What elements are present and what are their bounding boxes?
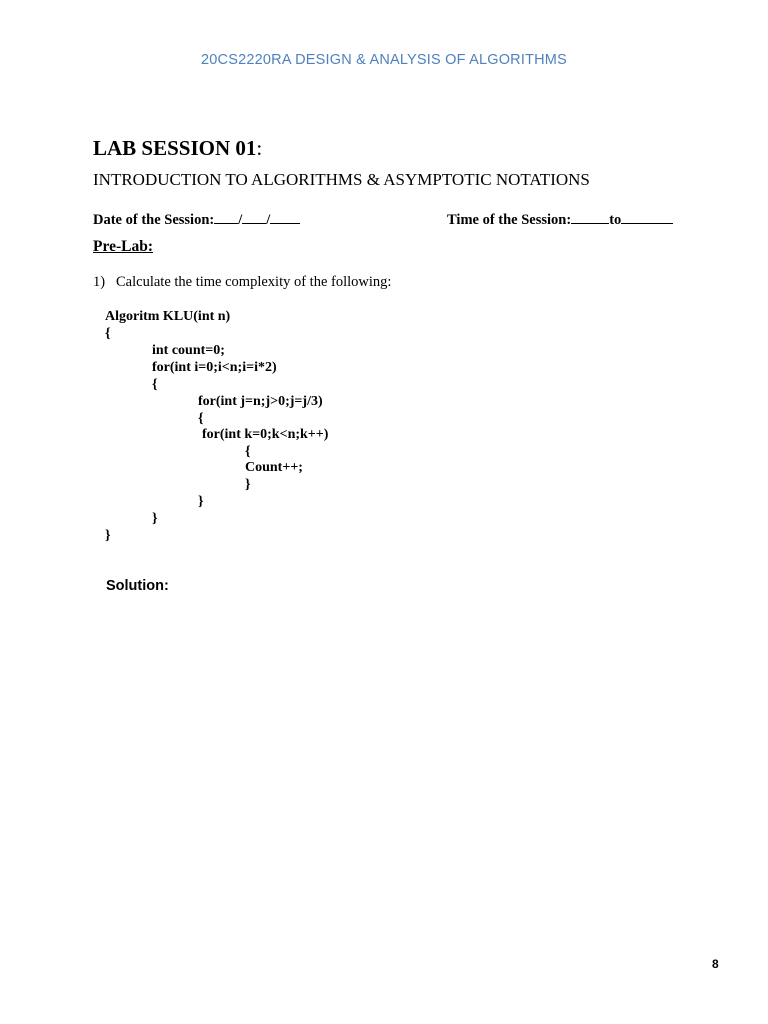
session-date-line [93, 209, 300, 229]
code-line: { [198, 411, 204, 426]
code-line: } [105, 528, 111, 543]
time-start-blank [571, 209, 609, 224]
solution-label: Solution: [106, 578, 169, 594]
date-year-blank [270, 209, 300, 224]
date-label: Date of the Session: [93, 212, 215, 228]
date-separator-2: / [266, 212, 271, 228]
date-separator-1: / [238, 212, 243, 228]
code-line: { [245, 444, 251, 459]
date-day-blank [214, 209, 238, 224]
code-line: for(int j=n;j>0;j=j/3) [198, 394, 323, 409]
prelab-heading: Pre-Lab: [93, 238, 153, 255]
lab-title: LAB SESSION 01 [93, 136, 257, 160]
code-line: Count++; [245, 460, 303, 475]
time-to: to [609, 212, 622, 228]
lab-title-colon: : [256, 136, 263, 160]
question-number: 1) [93, 274, 106, 290]
lab-title-block [93, 136, 262, 161]
code-line: for(int i=0;i<n;i=i*2) [152, 360, 277, 375]
code-line: } [198, 494, 204, 509]
code-line: } [152, 511, 158, 526]
time-end-blank [621, 209, 673, 224]
question-1 [93, 274, 391, 291]
time-label: Time of the Session: [447, 212, 572, 228]
code-line: } [245, 477, 251, 492]
page-number: 8 [712, 957, 719, 971]
lab-subtitle: INTRODUCTION TO ALGORITHMS & ASYMPTOTIC NOTATIONS [93, 170, 590, 189]
question-text: Calculate the time complexity of the following: [116, 274, 392, 290]
date-month-blank [242, 209, 266, 224]
code-line: Algoritm KLU(int n) [105, 309, 231, 324]
code-line: { [152, 377, 158, 392]
session-time-line [447, 209, 673, 229]
code-line: int count=0; [152, 343, 225, 358]
course-header: 20CS2220RA DESIGN & ANALYSIS OF ALGORITHMS [201, 52, 567, 68]
code-line: { [105, 326, 111, 341]
code-line: for(int k=0;k<n;k++) [202, 427, 329, 442]
